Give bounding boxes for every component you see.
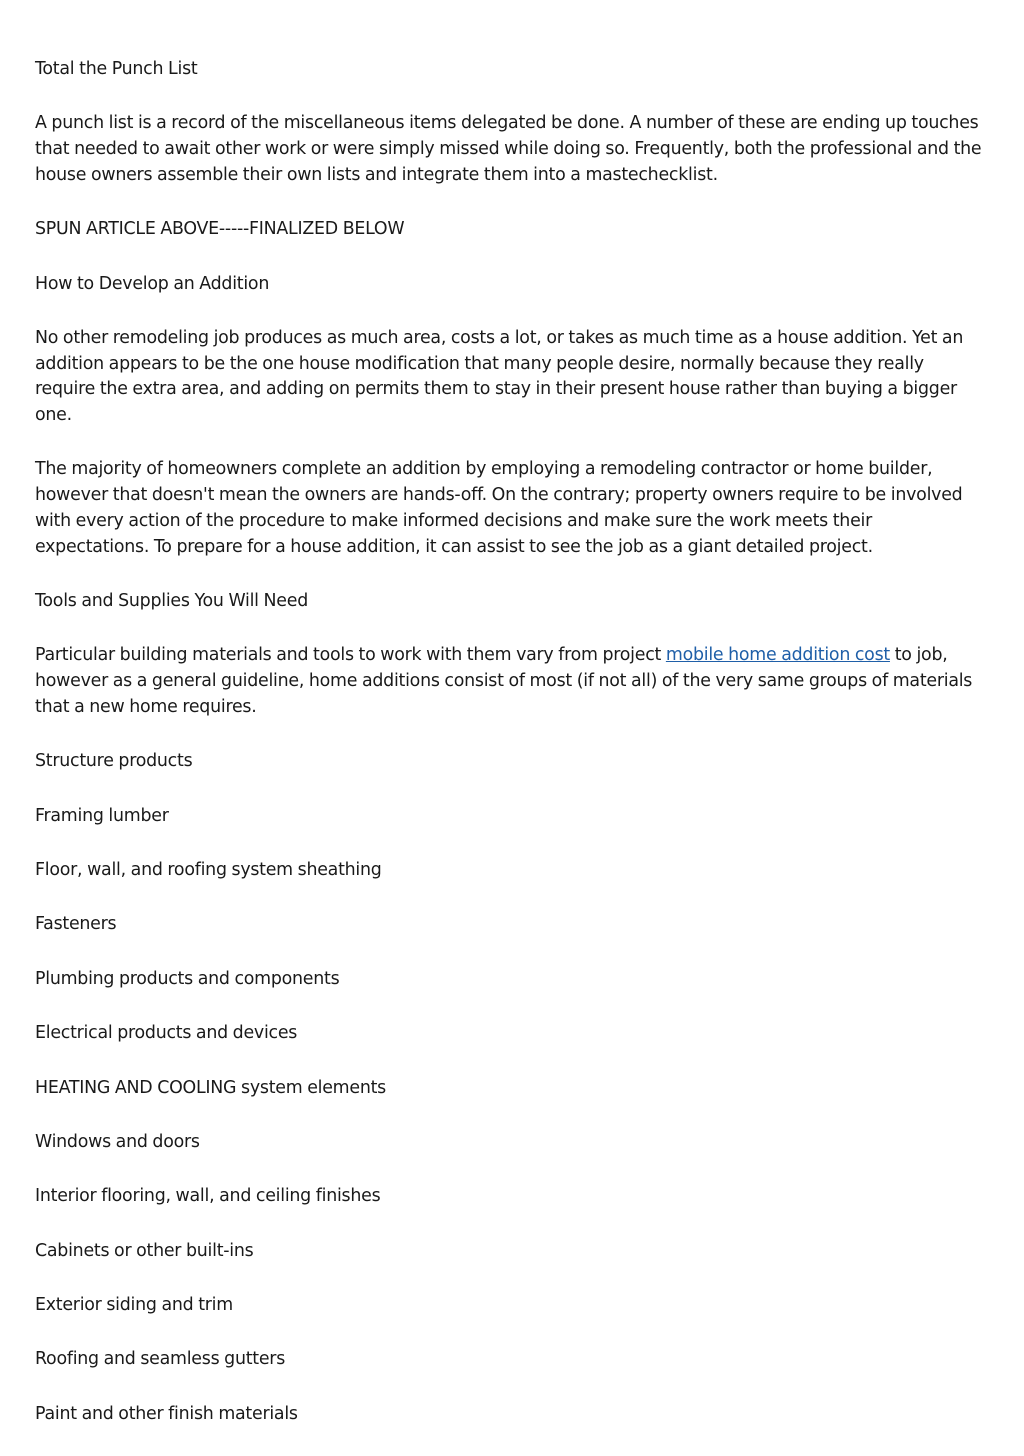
material-item: Plumbing products and components — [35, 968, 340, 989]
material-item: Structure products — [35, 751, 193, 772]
material-item: Roofing and seamless gutters — [35, 1349, 286, 1370]
material-item: Paint and other finish materials — [35, 1403, 298, 1424]
material-item: HEATING AND COOLING system elements — [35, 1077, 386, 1098]
material-item: Floor, wall, and roofing system sheathing — [35, 859, 382, 880]
material-item: Interior flooring, wall, and ceiling finishes — [35, 1186, 381, 1207]
material-item: Fasteners — [35, 914, 117, 935]
addition-heading: How to Develop an Addition — [35, 273, 270, 294]
material-item: Windows and doors — [35, 1131, 200, 1152]
tools-paragraph-start: Particular building materials and tools to work with them vary from project — [35, 645, 666, 666]
material-item: Exterior siding and trim — [35, 1295, 233, 1316]
tools-paragraph-end: to job, however as a general guideline, home additions consist of most (if not all) of the very same groups of materials that a new home requires. — [35, 645, 973, 717]
material-item: Framing lumber — [35, 805, 169, 826]
punch-list-paragraph: A punch list is a record of the miscellaneous items delegated be done. A number of these are ending up touches that needed to await other work or were simply missed while doing so. Frequently, both the professional and the house owners assemble their own lists and integrate them into a mastechecklist. — [35, 113, 982, 185]
tools-heading: Tools and Supplies You Will Need — [35, 590, 308, 611]
addition-paragraph-1: No other remodeling job produces as much area, costs a lot, or takes as much time as a house addition. Yet an addition appears to be the one house modification that many people desire, normally because they really require the extra area, and adding on permits them to stay in their present house rather than buying a bigger one. — [35, 327, 964, 426]
tools-paragraph — [35, 643, 985, 720]
separator-text: SPUN ARTICLE ABOVE-----FINALIZED BELOW — [35, 219, 405, 240]
material-item: Electrical products and devices — [35, 1023, 298, 1044]
mobile-home-addition-cost-link[interactable]: mobile home addition cost — [665, 645, 890, 666]
material-item: Cabinets or other built-ins — [35, 1240, 254, 1261]
addition-paragraph-2: The majority of homeowners complete an addition by employing a remodeling contractor or home builder, however that doesn't mean the owners are hands-off. On the contrary; property owners require to be involved with every action of the procedure to make informed decisions and make sure the work meets their expectations. To prepare for a house addition, it can assist to see the job as a giant detailed project. — [35, 459, 963, 557]
punch-list-heading: Total the Punch List — [35, 59, 198, 79]
document-body — [35, 57, 985, 1456]
